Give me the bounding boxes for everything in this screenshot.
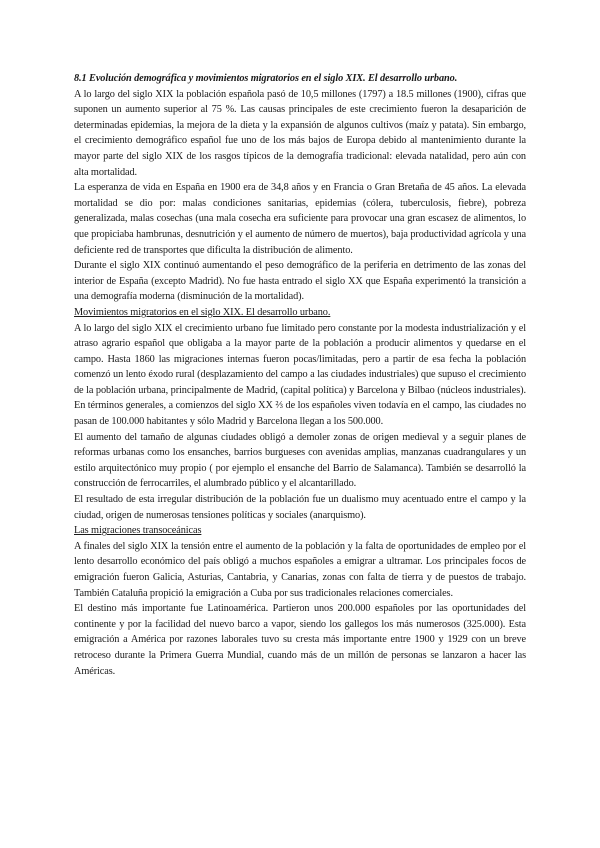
paragraph-city-reforms: El aumento del tamaño de algunas ciudades obligó a demoler zonas de origen medieval y a seguir planes de reformas urbanas como los ensanches, barrios burgueses con avenidas amplias, manzanas cuadrangulares y un estilo arquitectónico muy propio ( por ejemplo el ensanche del Barrio de Salamanca). También se desarrolló la construcción de ferrocarriles, el alumbrado público y el alcantarillado. <box>74 431 526 490</box>
paragraph-mortality: La esperanza de vida en España en 1900 era de 34,8 años y en Francia o Gran Bretaña de 45 años. La elevada mortalidad se dio por: malas condiciones sanitarias, epidemias (cólera, tuberculosis, fiebre), pobreza generalizada, malas cosechas (una mala cosecha era suficiente para provocar una gran escasez de alimentos, lo que propiciaba hambrunas, desnutrición y el aumento de número de muertos), baja productividad agrícola y una deficiente red de transportes que dificulta la distribución de alimento. <box>74 182 526 256</box>
document-page <box>74 71 526 679</box>
paragraph-dualism: El resultado de esta irregular distribución de la población fue un dualismo muy acentuado entre el campo y la ciudad, origen de numerosas tensiones políticas y sociales (anarquismo). <box>74 494 526 521</box>
paragraph-latin-america: El destino más importante fue Latinoamérica. Partieron unos 200.000 españoles por las oportunidades del continente y por la facilidad del nuevo barco a vapor, siendo los gallegos los más numerosos (325.000). Esta emigración a América por razones laborales tuvo su cresta más importante entre 1900 y 1929 con un breve retroceso durante la Primera Guerra Mundial, cuando más de un millón de personas se lanzaron a hacer las Américas. <box>74 603 526 677</box>
paragraph-urban-growth: A lo largo del siglo XIX el crecimiento urbano fue limitado pero constante por la modesta industrialización y el atraso agrario español que obligaba a la mayor parte de la población a producir alimentos y quedarse en el campo. Hasta 1860 las migraciones internas fueron pocas/limitadas, pero a partir de esa fecha la población comenzó un lento éxodo rural (desplazamiento del campo a las ciudades industriales) que supuso el crecimiento de la población urbana, principalmente de Madrid, (capital política) y Barcelona y Bilbao (núcleos industriales). En términos generales, a comienzos del siglo XX ⅔ de los españoles viven todavía en el campo, las ciudades no pasan de 100.000 habitantes y sólo Madrid y Barcelona llegan a los 500.000. <box>74 322 526 428</box>
section-heading: 8.1 Evolución demográfica y movimientos migratorios en el siglo XIX. El desarrollo urbano. <box>74 73 458 84</box>
subheading-transoceanic: Las migraciones transoceánicas <box>74 525 202 537</box>
paragraph-emigration-causes: A finales del siglo XIX la tensión entre el aumento de la población y la falta de oportunidades de empleo por el lento desarrollo económico del país obligó a muchos españoles a emigrar a ultramar. Los principales focos de emigración fueron Galicia, Asturias, Cantabria, y Canarias, zonas con falta de tierra y de puestos de trabajo. También Cataluña propició la emigración a Cuba por sus tradicionales relaciones comerciales. <box>74 540 526 599</box>
paragraph-population-growth: A lo largo del siglo XIX la población española pasó de 10,5 millones (1797) a 18.5 millones (1900), cifras que suponen un aumento superior al 75 %. Las causas principales de este crecimiento fueron la desaparición de determinadas epidemias, la mejora de la dieta y la expansión de algunos cultivos (maíz y patata). Sin embargo, el crecimiento demográfico español fue uno de los más bajos de Europa debido al mantenimiento durante la mayor parte del siglo XIX de los rasgos típicos de la demografía tradicional: elevada natalidad, pero aún con alta mortalidad. <box>74 88 526 178</box>
subheading-migrations-urban: Movimientos migratorios en el siglo XIX. El desarrollo urbano. <box>74 306 331 318</box>
paragraph-periphery: Durante el siglo XIX continuó aumentando el peso demográfico de la periferia en detrimento de las zonas del interior de España (excepto Madrid). No fue hasta entrado el siglo XX que España experimentó la transición a una demografía moderna (disminución de la mortalidad). <box>74 260 526 303</box>
